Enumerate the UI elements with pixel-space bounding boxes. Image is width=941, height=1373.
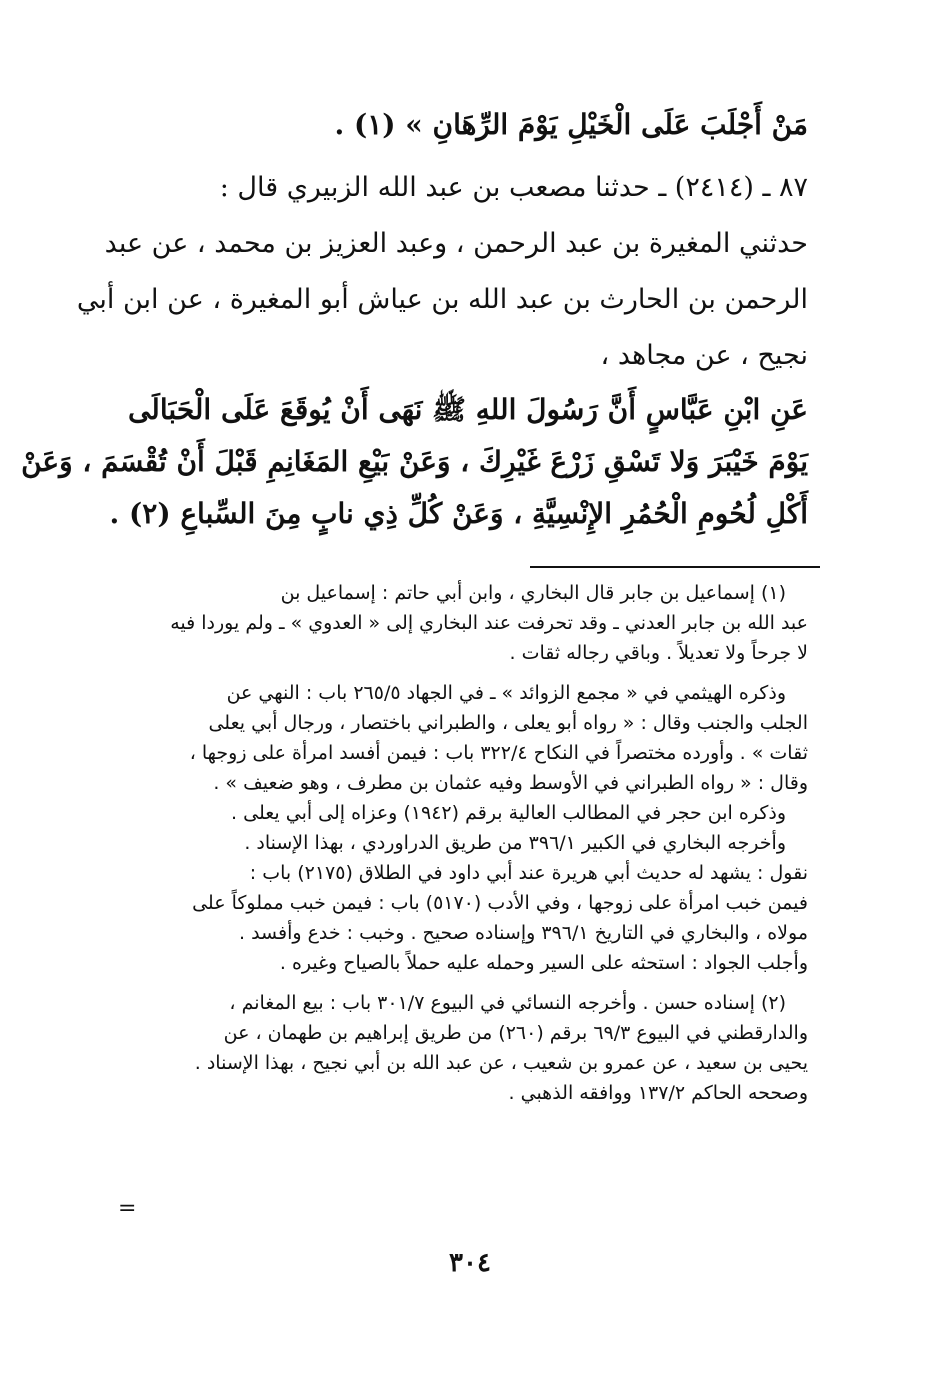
- hadith-text-line: عَنِ ابْنِ عَبَّاسٍ أَنَّ رَسُولَ اللهِ ﷺ نَهَى أَنْ يُوقَعَ عَلَى الْحَبَالَى: [127, 393, 808, 426]
- hadith-text-line: مَنْ أَجْلَبَ عَلَى الْخَيْلِ يَوْمَ الرِّهَانِ » (١) .: [334, 108, 808, 141]
- footnote-line: فيمن خبب امرأة على زوجها ، وفي الأدب (٥١٧٠) باب : فيمن خبب مملوكاً على: [192, 892, 808, 914]
- footnote-line: عبد الله بن جابر العدني ـ وقد تحرفت عند البخاري إلى « العدوي » ـ ولم يوردا فيه: [170, 612, 808, 634]
- footnote-line: وأخرجه البخاري في الكبير ٣٩٦/١ من طريق الدراوردي ، بهذا الإسناد .: [244, 832, 786, 854]
- footnote-line: (٢) إسناده حسن . وأخرجه النسائي في البيوع ٣٠١/٧ باب : بيع المغانم ،: [229, 992, 786, 1014]
- footnote-line: لا جرحاً ولا تعديلاً . وباقي رجاله ثقات .: [509, 642, 808, 664]
- hadith-text-line: يَوْمَ خَيْبَرَ وَلا تَسْقِ زَرْعَ غَيْرِكَ ، وَعَنْ بَيْعِ المَغَانِمِ قَبْلَ أَنْ تُقْسَمَ ، وَعَنْ: [21, 445, 808, 478]
- footnote-line: يحيى بن سعيد ، عن عمرو بن شعيب ، عن عبد الله بن أبي نجيح ، بهذا الإسناد .: [194, 1052, 808, 1074]
- footnote-separator: [530, 566, 820, 568]
- footnote-line: الجلب والجنب وقال : « رواه أبو يعلى ، والطبراني باختصار ، ورجال أبي يعلى: [208, 712, 808, 734]
- page-number: ٣٠٤: [449, 1248, 491, 1278]
- footnote-line: وأجلب الجواد : استحثه على السير وحمله عليه حملاً بالصياح وغيره .: [279, 952, 808, 974]
- isnad-line: حدثني المغيرة بن عبد الرحمن ، وعبد العزيز بن محمد ، عن عبد: [104, 228, 808, 259]
- footnotes-block: [118, 578, 808, 1108]
- footnote-line: وذكره ابن حجر في المطالب العالية برقم (١٩٤٢) وعزاه إلى أبي يعلى .: [231, 802, 786, 824]
- main-text-block: [21, 96, 808, 540]
- footnote-line: والدارقطني في البيوع ٦٩/٣ برقم (٢٦٠) من طريق إبراهيم بن طهمان ، عن: [223, 1022, 808, 1044]
- isnad-line: ٨٧ ـ (٢٤١٤) ـ حدثنا مصعب بن عبد الله الزبيري قال :: [219, 172, 808, 203]
- footnote-line: وقال : « رواه الطبراني في الأوسط وفيه عثمان بن مطرف ، وهو ضعيف » .: [213, 772, 808, 794]
- isnad-line: الرحمن بن الحارث بن عبد الله بن عياش أبو المغيرة ، عن ابن أبي: [76, 284, 808, 315]
- equals-mark: =: [118, 1196, 137, 1221]
- footnote-line: ثقات » . وأورده مختصراً في النكاح ٣٢٢/٤ باب : فيمن أفسد امرأة على زوجها ،: [189, 742, 808, 764]
- footnote-line: (١) إسماعيل بن جابر قال البخاري ، وابن أبي حاتم : إسماعيل بن: [280, 582, 786, 604]
- footnote-line: وذكره الهيثمي في « مجمع الزوائد » ـ في الجهاد ٢٦٥/٥ باب : النهي عن: [226, 682, 786, 704]
- footnote-line: نقول : يشهد له حديث أبي هريرة عند أبي داود في الطلاق (٢١٧٥) باب :: [249, 862, 808, 884]
- footnote-line: مولاه ، والبخاري في التاريخ ٣٩٦/١ وإسناده صحيح . وخبب : خدع وأفسد .: [238, 922, 808, 944]
- footnote-line: وصححه الحاكم ١٣٧/٢ ووافقه الذهبي .: [508, 1082, 808, 1104]
- isnad-line: نجيح ، عن مجاهد ،: [600, 340, 808, 371]
- hadith-text-line: أَكْلِ لُحُومِ الْحُمُرِ الإِنْسِيَّةِ ، وَعَنْ كُلِّ ذِي نابٍ مِنَ السِّباعِ (٢) .: [109, 497, 808, 530]
